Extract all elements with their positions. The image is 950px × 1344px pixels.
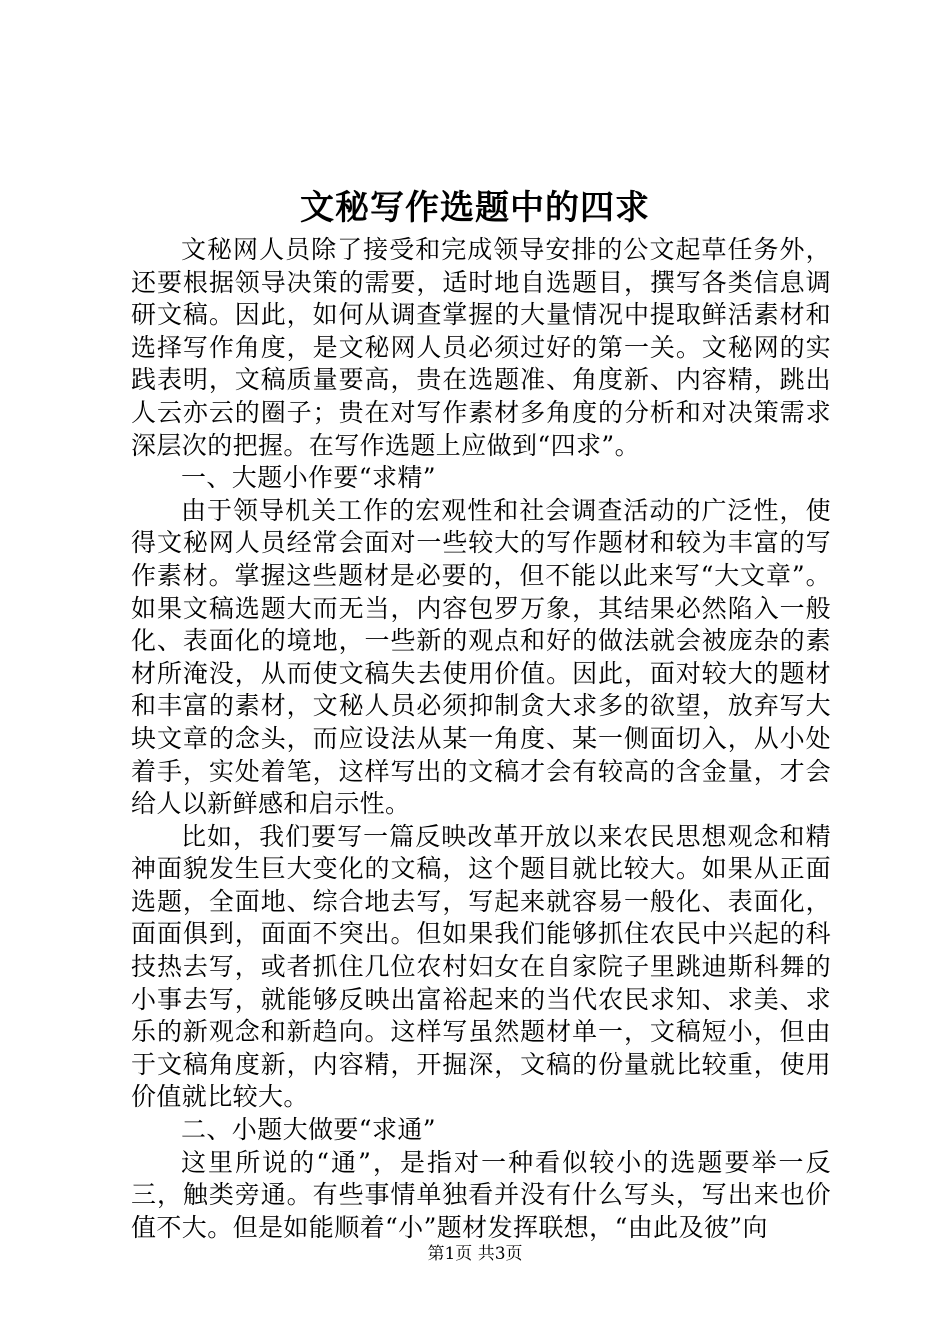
- paragraph-intro: 文秘网人员除了接受和完成领导安排的公文起草任务外，还要根据领导决策的需要，适时地自选题目，撰写各类信息调研文稿。因此，如何从调查掌握的大量情况中提取鲜活素材和选择写作角度，是文秘网人员必须过好的第一关。文秘网的实践表明，文稿质量要高，贵在选题准、角度新、内容精，跳出人云亦云的圈子；贵在对写作素材多角度的分析和对决策需求深层次的把握。在写作选题上应做到“四求”。: [131, 235, 831, 460]
- paragraph-section-2-a: 这里所说的“通”，是指对一种看似较小的选题要举一反三，触类旁通。有些事情单独看并没有什么写头，写出来也价值不大。但是如能顺着“小”题材发挥联想，“由此及彼”向: [131, 1147, 831, 1242]
- document-body: [131, 234, 831, 1244]
- document-title: 文秘写作选题中的四求: [300, 188, 650, 228]
- page-footer: 第1页 共3页: [427, 1244, 523, 1264]
- paragraph-section-1-a: 由于领导机关工作的宏观性和社会调查活动的广泛性，使得文秘网人员经常会面对一些较大的写作题材和较为丰富的写作素材。掌握这些题材是必要的，但不能以此来写“大文章”。如果文稿选题大而无当，内容包罗万象，其结果必然陷入一般化、表面化的境地，一些新的观点和好的做法就会被庞杂的素材所淹没，从而使文稿失去使用价值。因此，面对较大的题材和丰富的素材，文秘人员必须抑制贪大求多的欲望，放弃写大块文章的念头，而应设法从某一角度、某一侧面切入，从小处着手，实处着笔，这样写出的文稿才会有较高的含金量，才会给人以新鲜感和启示性。: [131, 495, 831, 819]
- section-heading-1: 一、大题小作要“求精”: [181, 463, 436, 493]
- paragraph-section-1-b: 比如，我们要写一篇反映改革开放以来农民思想观念和精神面貌发生巨大变化的文稿，这个题目就比较大。如果从正面选题，全面地、综合地去写，写起来就容易一般化、表面化，面面俱到，面面不突出。但如果我们能够抓住农民中兴起的科技热去写，或者抓住几位农村妇女在自家院子里跳迪斯科舞的小事去写，就能够反映出富裕起来的当代农民求知、求美、求乐的新观念和新趋向。这样写虽然题材单一，文稿短小，但由于文稿角度新，内容精，开掘深，文稿的份量就比较重，使用价值就比较大。: [131, 821, 831, 1112]
- section-heading-2: 二、小题大做要“求通”: [181, 1115, 436, 1145]
